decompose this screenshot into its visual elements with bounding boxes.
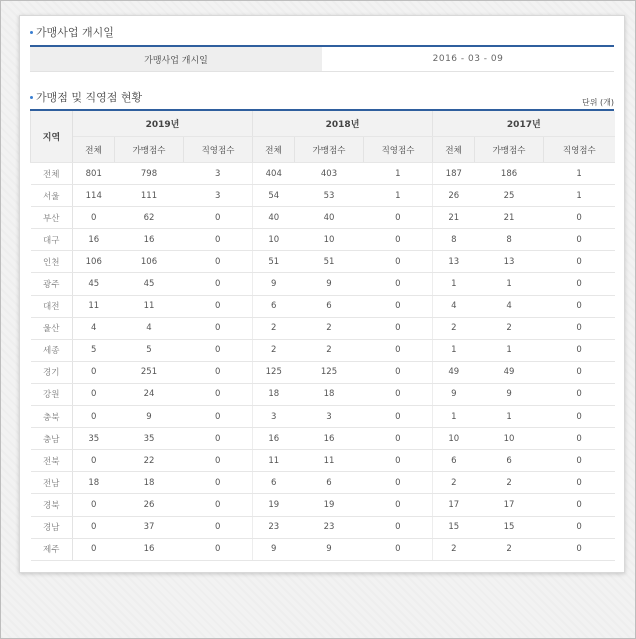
value-cell: 1 [433, 339, 475, 361]
value-cell: 18 [295, 383, 364, 405]
bullet-icon [30, 31, 33, 34]
value-cell: 0 [184, 406, 253, 428]
value-cell: 4 [115, 317, 184, 339]
value-cell: 0 [364, 494, 433, 516]
region-cell: 대전 [31, 295, 73, 317]
value-cell: 0 [364, 339, 433, 361]
value-cell: 5 [115, 339, 184, 361]
value-cell: 24 [115, 383, 184, 405]
value-cell: 0 [364, 450, 433, 472]
value-cell: 0 [184, 538, 253, 560]
value-cell: 2 [475, 472, 544, 494]
value-cell: 798 [115, 163, 184, 185]
region-cell: 세종 [31, 339, 73, 361]
value-cell: 2 [295, 317, 364, 339]
value-cell: 2 [253, 317, 295, 339]
value-cell: 17 [433, 494, 475, 516]
sub-header-total: 전체 [253, 137, 295, 163]
sub-header-total: 전체 [73, 137, 115, 163]
value-cell: 9 [253, 273, 295, 295]
region-cell: 울산 [31, 317, 73, 339]
value-cell: 10 [433, 428, 475, 450]
value-cell: 51 [253, 251, 295, 273]
value-cell: 6 [475, 450, 544, 472]
table-row [31, 428, 615, 450]
table-row [31, 472, 615, 494]
value-cell: 0 [364, 472, 433, 494]
bullet-icon [30, 96, 33, 99]
value-cell: 2 [253, 339, 295, 361]
value-cell: 0 [544, 516, 615, 538]
value-cell: 0 [544, 450, 615, 472]
value-cell: 0 [544, 207, 615, 229]
value-cell: 21 [433, 207, 475, 229]
value-cell: 1 [475, 406, 544, 428]
region-cell: 제주 [31, 538, 73, 560]
value-cell: 0 [544, 295, 615, 317]
value-cell: 0 [544, 406, 615, 428]
value-cell: 4 [475, 295, 544, 317]
value-cell: 26 [433, 185, 475, 207]
sub-header-direct: 직영점수 [544, 137, 615, 163]
table-row [31, 207, 615, 229]
year-header: 2018년 [253, 111, 433, 137]
value-cell: 0 [184, 494, 253, 516]
value-cell: 8 [433, 229, 475, 251]
value-cell: 2 [433, 538, 475, 560]
value-cell: 0 [364, 251, 433, 273]
region-cell: 경북 [31, 494, 73, 516]
value-cell: 404 [253, 163, 295, 185]
table-row [31, 251, 615, 273]
value-cell: 17 [475, 494, 544, 516]
value-cell: 0 [73, 450, 115, 472]
value-cell: 3 [184, 185, 253, 207]
value-cell: 15 [475, 516, 544, 538]
region-cell: 전북 [31, 450, 73, 472]
value-cell: 16 [253, 428, 295, 450]
value-cell: 0 [184, 450, 253, 472]
table-row [31, 339, 615, 361]
value-cell: 6 [295, 295, 364, 317]
value-cell: 0 [73, 516, 115, 538]
sub-header-row [31, 137, 615, 163]
value-cell: 0 [364, 207, 433, 229]
value-cell: 0 [73, 406, 115, 428]
region-cell: 인천 [31, 251, 73, 273]
value-cell: 3 [295, 406, 364, 428]
value-cell: 0 [544, 361, 615, 383]
sub-header-franchise: 가맹점수 [295, 137, 364, 163]
region-cell: 경기 [31, 361, 73, 383]
value-cell: 62 [115, 207, 184, 229]
value-cell: 51 [295, 251, 364, 273]
region-cell: 대구 [31, 229, 73, 251]
value-cell: 53 [295, 185, 364, 207]
value-cell: 9 [115, 406, 184, 428]
table-row [31, 273, 615, 295]
value-cell: 26 [115, 494, 184, 516]
value-cell: 0 [184, 516, 253, 538]
region-cell: 서울 [31, 185, 73, 207]
value-cell: 35 [73, 428, 115, 450]
sub-header-direct: 직영점수 [364, 137, 433, 163]
table-row [31, 295, 615, 317]
table-row [31, 317, 615, 339]
value-cell: 1 [544, 163, 615, 185]
region-cell: 전남 [31, 472, 73, 494]
region-cell: 강원 [31, 383, 73, 405]
value-cell: 10 [475, 428, 544, 450]
region-cell: 전체 [31, 163, 73, 185]
region-cell: 부산 [31, 207, 73, 229]
table-row [31, 229, 615, 251]
value-cell: 4 [73, 317, 115, 339]
value-cell: 40 [253, 207, 295, 229]
value-cell: 15 [433, 516, 475, 538]
value-cell: 125 [295, 361, 364, 383]
store-status-table [30, 111, 615, 561]
value-cell: 3 [253, 406, 295, 428]
value-cell: 9 [475, 383, 544, 405]
value-cell: 16 [115, 538, 184, 560]
table-row [31, 361, 615, 383]
value-cell: 6 [433, 450, 475, 472]
value-cell: 106 [73, 251, 115, 273]
value-cell: 187 [433, 163, 475, 185]
value-cell: 13 [475, 251, 544, 273]
year-header: 2017년 [433, 111, 615, 137]
value-cell: 13 [433, 251, 475, 273]
value-cell: 5 [73, 339, 115, 361]
value-cell: 18 [253, 383, 295, 405]
value-cell: 1 [364, 185, 433, 207]
value-cell: 0 [544, 229, 615, 251]
value-cell: 18 [73, 472, 115, 494]
value-cell: 54 [253, 185, 295, 207]
value-cell: 0 [184, 317, 253, 339]
sub-header-franchise: 가맹점수 [475, 137, 544, 163]
year-header: 2019년 [73, 111, 253, 137]
value-cell: 251 [115, 361, 184, 383]
value-cell: 9 [295, 273, 364, 295]
value-cell: 0 [364, 406, 433, 428]
value-cell: 3 [184, 163, 253, 185]
region-cell: 경남 [31, 516, 73, 538]
table-row [31, 494, 615, 516]
value-cell: 0 [73, 494, 115, 516]
year-header-row [31, 111, 615, 137]
section-title-text: 가맹점 및 직영점 현황 [36, 91, 143, 104]
value-cell: 0 [364, 295, 433, 317]
section-title-text: 가맹사업 개시일 [36, 26, 114, 39]
value-cell: 25 [475, 185, 544, 207]
value-cell: 0 [184, 383, 253, 405]
value-cell: 10 [295, 229, 364, 251]
value-cell: 0 [184, 361, 253, 383]
value-cell: 16 [295, 428, 364, 450]
value-cell: 0 [184, 295, 253, 317]
value-cell: 8 [475, 229, 544, 251]
value-cell: 19 [253, 494, 295, 516]
table-row [31, 450, 615, 472]
value-cell: 2 [433, 317, 475, 339]
value-cell: 9 [253, 538, 295, 560]
value-cell: 0 [364, 516, 433, 538]
value-cell: 37 [115, 516, 184, 538]
value-cell: 0 [544, 339, 615, 361]
value-cell: 114 [73, 185, 115, 207]
value-cell: 0 [184, 273, 253, 295]
value-cell: 1 [475, 339, 544, 361]
unit-label: 단위 (개) [582, 98, 614, 107]
value-cell: 1 [433, 273, 475, 295]
value-cell: 0 [364, 538, 433, 560]
value-cell: 1 [475, 273, 544, 295]
value-cell: 0 [184, 251, 253, 273]
table-row [31, 383, 615, 405]
table-row [31, 516, 615, 538]
value-cell: 4 [433, 295, 475, 317]
table-row [31, 163, 615, 185]
value-cell: 125 [253, 361, 295, 383]
value-cell: 0 [544, 538, 615, 560]
value-cell: 35 [115, 428, 184, 450]
value-cell: 11 [253, 450, 295, 472]
region-cell: 광주 [31, 273, 73, 295]
value-cell: 0 [544, 251, 615, 273]
table-body [31, 163, 615, 561]
value-cell: 1 [433, 406, 475, 428]
value-cell: 0 [184, 428, 253, 450]
value-cell: 0 [73, 538, 115, 560]
value-cell: 0 [544, 383, 615, 405]
value-cell: 1 [544, 185, 615, 207]
value-cell: 45 [73, 273, 115, 295]
value-cell: 186 [475, 163, 544, 185]
value-cell: 11 [295, 450, 364, 472]
value-cell: 0 [364, 273, 433, 295]
value-cell: 18 [115, 472, 184, 494]
sub-header-total: 전체 [433, 137, 475, 163]
sub-header-franchise: 가맹점수 [115, 137, 184, 163]
value-cell: 0 [184, 207, 253, 229]
value-cell: 0 [73, 361, 115, 383]
value-cell: 49 [433, 361, 475, 383]
region-cell: 충남 [31, 428, 73, 450]
value-cell: 40 [295, 207, 364, 229]
value-cell: 0 [544, 472, 615, 494]
value-cell: 0 [184, 339, 253, 361]
section-title-start-date [30, 24, 114, 40]
value-cell: 2 [475, 538, 544, 560]
value-cell: 2 [295, 339, 364, 361]
value-cell: 0 [184, 472, 253, 494]
value-cell: 6 [295, 472, 364, 494]
sub-header-direct: 직영점수 [184, 137, 253, 163]
value-cell: 23 [295, 516, 364, 538]
value-cell: 21 [475, 207, 544, 229]
value-cell: 16 [73, 229, 115, 251]
table-row [31, 185, 615, 207]
value-cell: 11 [115, 295, 184, 317]
value-cell: 0 [364, 229, 433, 251]
value-cell: 6 [253, 472, 295, 494]
value-cell: 45 [115, 273, 184, 295]
value-cell: 0 [364, 317, 433, 339]
table-row [31, 406, 615, 428]
value-cell: 403 [295, 163, 364, 185]
value-cell: 6 [253, 295, 295, 317]
value-cell: 16 [115, 229, 184, 251]
value-cell: 0 [184, 229, 253, 251]
value-cell: 106 [115, 251, 184, 273]
value-cell: 49 [475, 361, 544, 383]
table-row [31, 538, 615, 560]
region-header: 지역 [31, 111, 73, 163]
value-cell: 0 [544, 317, 615, 339]
value-cell: 0 [544, 428, 615, 450]
value-cell: 0 [544, 273, 615, 295]
value-cell: 1 [364, 163, 433, 185]
start-date-value: 2016 - 03 - 09 [432, 54, 504, 64]
value-cell: 111 [115, 185, 184, 207]
start-date-label: 가맹사업 개시일 [30, 47, 322, 71]
value-cell: 9 [433, 383, 475, 405]
start-date-row [30, 47, 614, 72]
section-title-store-status [30, 89, 142, 105]
value-cell: 22 [115, 450, 184, 472]
value-cell: 0 [364, 383, 433, 405]
content-panel [19, 15, 625, 573]
value-cell: 0 [364, 361, 433, 383]
value-cell: 0 [73, 383, 115, 405]
value-cell: 0 [544, 494, 615, 516]
value-cell: 0 [364, 428, 433, 450]
value-cell: 801 [73, 163, 115, 185]
value-cell: 2 [433, 472, 475, 494]
value-cell: 0 [73, 207, 115, 229]
value-cell: 2 [475, 317, 544, 339]
value-cell: 19 [295, 494, 364, 516]
value-cell: 9 [295, 538, 364, 560]
value-cell: 23 [253, 516, 295, 538]
region-cell: 충북 [31, 406, 73, 428]
value-cell: 10 [253, 229, 295, 251]
value-cell: 11 [73, 295, 115, 317]
